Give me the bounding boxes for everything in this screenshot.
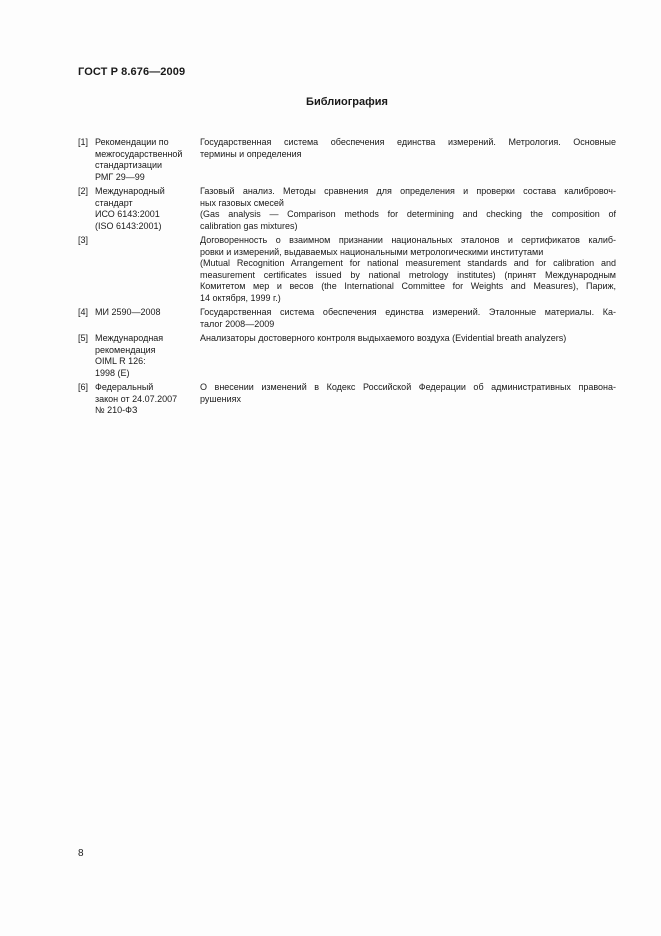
description-line: (Mutual Recognition Arrangement for national measurement standards and for calibration and [200,258,616,268]
entry-description [200,382,616,417]
reference-line: Федеральный [95,382,154,392]
description-line: Анализаторы достоверного контроля выдыхаемого воздуха (Evidential breath analyzers) [200,333,567,343]
entry-number: [4] [78,307,89,317]
description-line: 14 октября, 1999 г.) [200,292,281,303]
reference-line: Рекомендации по [95,137,169,147]
section-title: Библиография [306,96,388,108]
description-line: О внесении изменений в Кодекс Российской Федерации об административных правона- [200,382,616,392]
entry-description [200,307,616,330]
entry-number: [6] [78,382,89,392]
reference-line: OIML R 126: [95,356,146,366]
reference-line: 1998 (E) [95,367,130,378]
entry-number: [1] [78,137,89,147]
reference-line: (ISO 6143:2001) [95,220,162,231]
reference-line: № 210-ФЗ [95,405,138,415]
entry-number: [2] [78,186,89,196]
entry-reference [95,235,200,304]
bibliography-entry [78,382,616,417]
entry-number: [3] [78,235,89,245]
description-line: ных газовых смесей [200,197,284,208]
entry-reference [95,382,200,417]
document-code: ГОСТ Р 8.676—2009 [78,66,186,78]
description-line: (Gas analysis — Comparison methods for determining and checking the composition of [200,209,616,219]
reference-line: закон от 24.07.2007 [95,393,178,404]
reference-line: ИСО 6143:2001 [95,209,160,219]
entry-description [200,235,616,304]
entry-reference [95,186,200,232]
description-line: Государственная система обеспечения единства измерений. Метрология. Основные [200,137,616,147]
description-line: рушениях [200,393,242,404]
page-number: 8 [78,848,84,859]
reference-line: стандарт [95,197,133,208]
entry-number: [5] [78,333,89,343]
description-line: Комитетом мер и весов (the International Committee for Weights and Measures), Париж, [200,281,616,291]
entry-reference [95,137,200,183]
entry-description [200,137,616,183]
entry-reference [95,307,200,330]
description-line: measurement certificates issued by national metrology institutes) (принят Международным [200,269,616,280]
reference-line: межгосударственной [95,148,183,159]
reference-line: Международная [95,333,164,343]
description-line: calibration gas mixtures) [200,220,298,231]
description-line: термины и определения [200,148,302,159]
reference-line: Международный [95,186,165,196]
description-line: Газовый анализ. Методы сравнения для определения и проверки состава калибровоч- [200,186,616,196]
reference-line: рекомендация [95,344,156,355]
reference-line: стандартизации [95,160,163,170]
bibliography-entry [78,307,616,330]
bibliography-entry [78,235,616,304]
entry-reference [95,333,200,379]
reference-line: РМГ 29—99 [95,171,145,182]
description-line: Государственная система обеспечения единства измерений. Эталонные материалы. Ка- [200,307,616,317]
bibliography-list [78,137,616,420]
reference-line: МИ 2590—2008 [95,307,161,317]
bibliography-entry [78,333,616,379]
entry-description [200,333,616,379]
bibliography-entry [78,137,616,183]
bibliography-entry [78,186,616,232]
entry-description [200,186,616,232]
description-line: ровки и измерений, выдаваемых национальными метрологическими институтами [200,246,544,257]
description-line: талог 2008—2009 [200,318,275,329]
description-line: Договоренность о взаимном признании национальных эталонов и сертификатов калиб- [200,235,616,245]
